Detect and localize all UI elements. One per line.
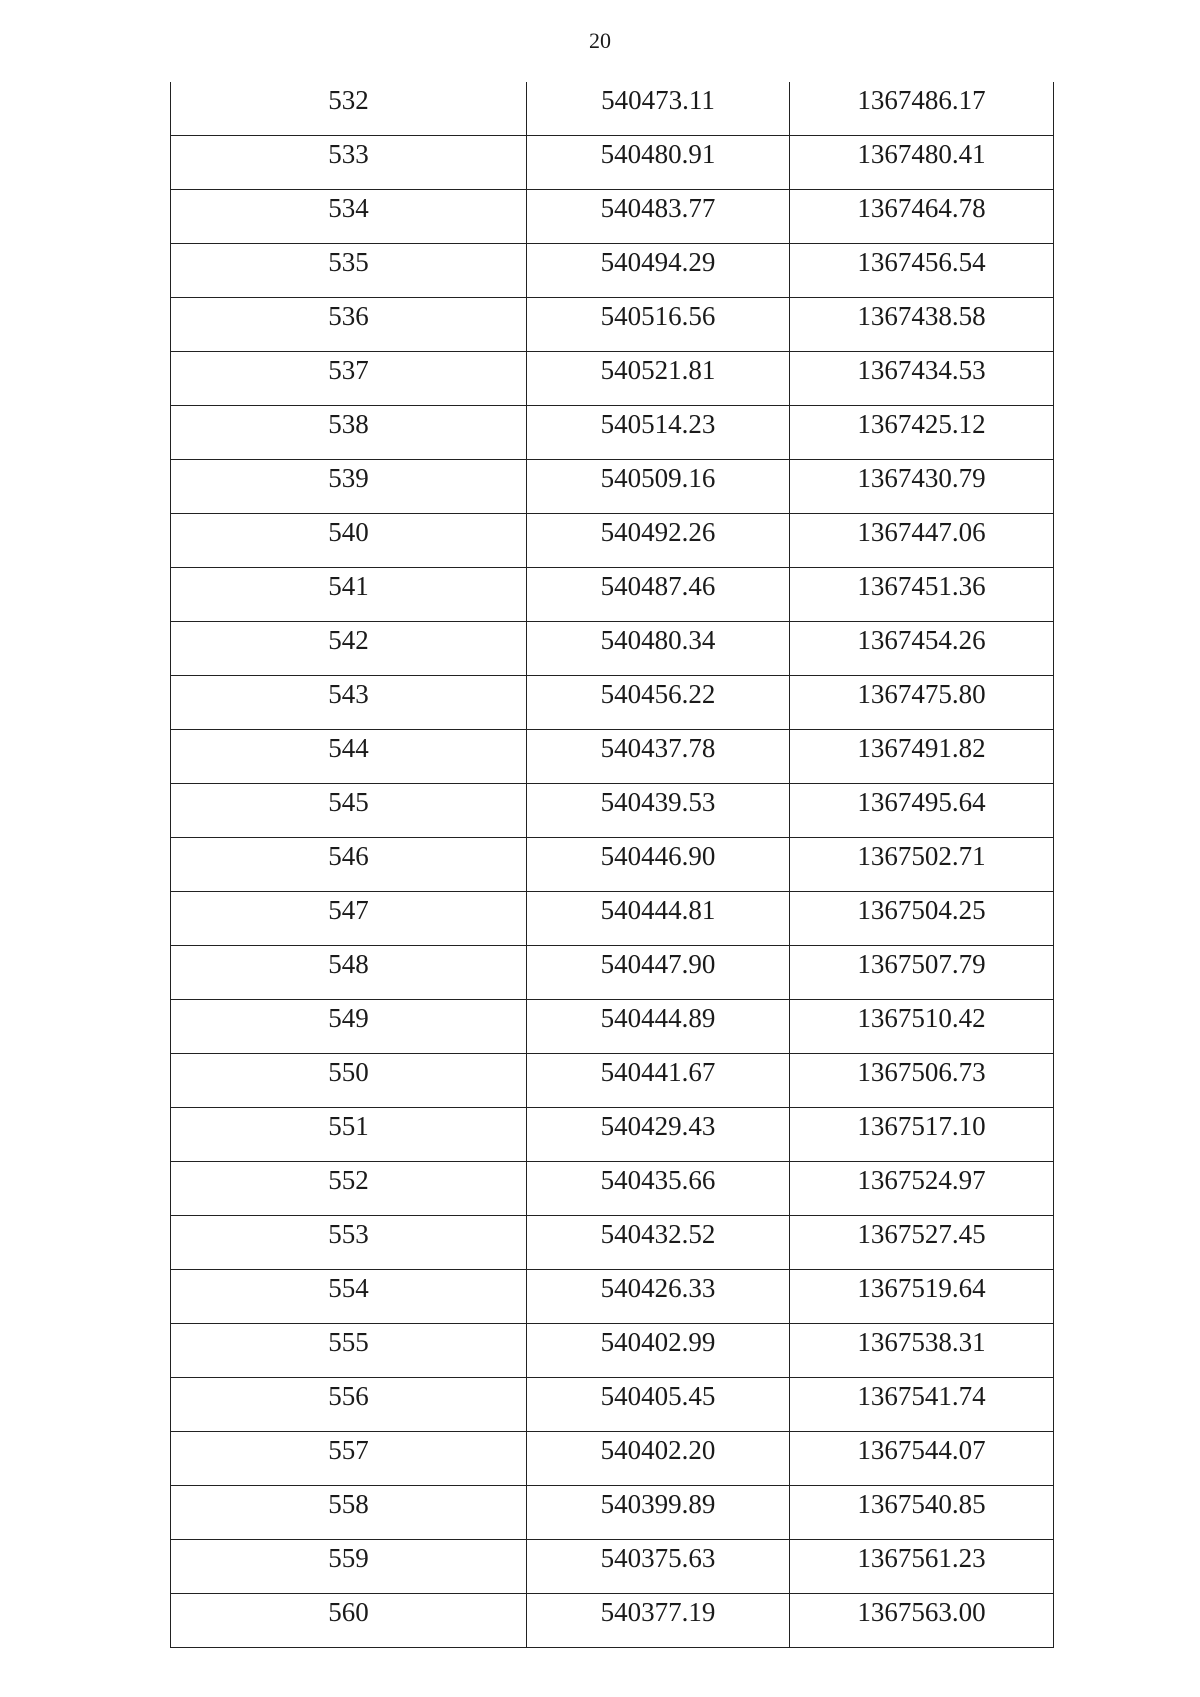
point-number-cell-text: 560 — [328, 1597, 369, 1627]
table-row — [171, 730, 1054, 784]
point-number-cell-text: 541 — [328, 571, 369, 601]
y-coordinate-cell-text: 1367510.42 — [857, 1003, 986, 1033]
point-number-cell-text: 558 — [328, 1489, 369, 1519]
x-coordinate-cell — [527, 1486, 790, 1540]
point-number-cell-text: 548 — [328, 949, 369, 979]
table-row — [171, 676, 1054, 730]
y-coordinate-cell — [790, 460, 1054, 514]
y-coordinate-cell — [790, 1594, 1054, 1648]
y-coordinate-cell-text: 1367447.06 — [857, 517, 986, 547]
x-coordinate-cell-text: 540402.99 — [600, 1327, 716, 1357]
table-row — [171, 514, 1054, 568]
y-coordinate-cell — [790, 1000, 1054, 1054]
point-number-cell-text: 534 — [328, 193, 369, 223]
y-coordinate-cell-text: 1367430.79 — [857, 463, 986, 493]
point-number-cell-text: 537 — [328, 355, 369, 385]
y-coordinate-cell — [790, 946, 1054, 1000]
table-row — [171, 1378, 1054, 1432]
point-number-cell-text: 552 — [328, 1165, 369, 1195]
y-coordinate-cell — [790, 82, 1054, 136]
point-number-cell — [171, 190, 527, 244]
y-coordinate-cell-text: 1367495.64 — [857, 787, 986, 817]
x-coordinate-cell — [527, 406, 790, 460]
table-row — [171, 1162, 1054, 1216]
x-coordinate-cell-text: 540480.91 — [600, 139, 716, 169]
point-number-cell — [171, 784, 527, 838]
point-number-cell — [171, 82, 527, 136]
x-coordinate-cell — [527, 244, 790, 298]
point-number-cell — [171, 1270, 527, 1324]
x-coordinate-cell — [527, 622, 790, 676]
point-number-cell — [171, 1324, 527, 1378]
x-coordinate-cell — [527, 676, 790, 730]
point-number-cell — [171, 298, 527, 352]
x-coordinate-cell-text: 540480.34 — [600, 625, 716, 655]
point-number-cell-text: 546 — [328, 841, 369, 871]
point-number-cell — [171, 946, 527, 1000]
y-coordinate-cell — [790, 676, 1054, 730]
point-number-cell-text: 539 — [328, 463, 369, 493]
table-row — [171, 1486, 1054, 1540]
y-coordinate-cell-text: 1367538.31 — [857, 1327, 986, 1357]
y-coordinate-cell — [790, 1108, 1054, 1162]
x-coordinate-cell — [527, 1162, 790, 1216]
x-coordinate-cell-text: 540439.53 — [600, 787, 716, 817]
x-coordinate-cell-text: 540473.11 — [601, 85, 715, 115]
y-coordinate-cell-text: 1367544.07 — [857, 1435, 986, 1465]
point-number-cell — [171, 892, 527, 946]
x-coordinate-cell — [527, 460, 790, 514]
table-row — [171, 622, 1054, 676]
y-coordinate-cell-text: 1367486.17 — [857, 85, 986, 115]
y-coordinate-cell — [790, 352, 1054, 406]
point-number-cell — [171, 244, 527, 298]
table-row — [171, 352, 1054, 406]
table-row — [171, 1270, 1054, 1324]
point-number-cell-text: 555 — [328, 1327, 369, 1357]
point-number-cell-text: 543 — [328, 679, 369, 709]
y-coordinate-cell — [790, 514, 1054, 568]
x-coordinate-cell — [527, 514, 790, 568]
table-row — [171, 946, 1054, 1000]
point-number-cell-text: 544 — [328, 733, 369, 763]
y-coordinate-cell-text: 1367506.73 — [857, 1057, 986, 1087]
table-row — [171, 190, 1054, 244]
table-row — [171, 568, 1054, 622]
point-number-cell — [171, 568, 527, 622]
coordinates-table — [170, 82, 1054, 1648]
point-number-cell-text: 559 — [328, 1543, 369, 1573]
x-coordinate-cell — [527, 1594, 790, 1648]
point-number-cell — [171, 406, 527, 460]
y-coordinate-cell-text: 1367480.41 — [857, 139, 986, 169]
x-coordinate-cell-text: 540429.43 — [600, 1111, 716, 1141]
point-number-cell-text: 536 — [328, 301, 369, 331]
point-number-cell-text: 550 — [328, 1057, 369, 1087]
table-row — [171, 82, 1054, 136]
point-number-cell — [171, 1486, 527, 1540]
x-coordinate-cell-text: 540516.56 — [600, 301, 716, 331]
x-coordinate-cell — [527, 352, 790, 406]
x-coordinate-cell-text: 540437.78 — [600, 733, 716, 763]
x-coordinate-cell — [527, 82, 790, 136]
x-coordinate-cell-text: 540377.19 — [600, 1597, 716, 1627]
table-row — [171, 406, 1054, 460]
x-coordinate-cell — [527, 1432, 790, 1486]
table-row — [171, 1594, 1054, 1648]
x-coordinate-cell-text: 540446.90 — [600, 841, 716, 871]
x-coordinate-cell-text: 540483.77 — [600, 193, 716, 223]
y-coordinate-cell — [790, 892, 1054, 946]
point-number-cell — [171, 622, 527, 676]
point-number-cell-text: 549 — [328, 1003, 369, 1033]
y-coordinate-cell — [790, 838, 1054, 892]
x-coordinate-cell-text: 540447.90 — [600, 949, 716, 979]
x-coordinate-cell-text: 540399.89 — [600, 1489, 716, 1519]
y-coordinate-cell — [790, 622, 1054, 676]
point-number-cell — [171, 1216, 527, 1270]
x-coordinate-cell — [527, 838, 790, 892]
point-number-cell — [171, 514, 527, 568]
x-coordinate-cell-text: 540426.33 — [600, 1273, 716, 1303]
x-coordinate-cell — [527, 946, 790, 1000]
y-coordinate-cell — [790, 1378, 1054, 1432]
x-coordinate-cell — [527, 1108, 790, 1162]
point-number-cell — [171, 1162, 527, 1216]
point-number-cell-text: 554 — [328, 1273, 369, 1303]
table-row — [171, 1432, 1054, 1486]
x-coordinate-cell — [527, 1270, 790, 1324]
table-row — [171, 784, 1054, 838]
point-number-cell — [171, 1432, 527, 1486]
y-coordinate-cell — [790, 136, 1054, 190]
point-number-cell-text: 540 — [328, 517, 369, 547]
x-coordinate-cell-text: 540405.45 — [600, 1381, 716, 1411]
x-coordinate-cell — [527, 568, 790, 622]
y-coordinate-cell — [790, 1540, 1054, 1594]
y-coordinate-cell-text: 1367502.71 — [857, 841, 986, 871]
page-number: 20 — [589, 28, 611, 53]
y-coordinate-cell — [790, 244, 1054, 298]
x-coordinate-cell — [527, 136, 790, 190]
y-coordinate-cell-text: 1367561.23 — [857, 1543, 986, 1573]
y-coordinate-cell-text: 1367464.78 — [857, 193, 986, 223]
x-coordinate-cell — [527, 1378, 790, 1432]
x-coordinate-cell-text: 540492.26 — [600, 517, 716, 547]
y-coordinate-cell-text: 1367425.12 — [857, 409, 986, 439]
point-number-cell — [171, 730, 527, 784]
y-coordinate-cell-text: 1367563.00 — [857, 1597, 986, 1627]
x-coordinate-cell — [527, 784, 790, 838]
coordinates-table-body — [171, 82, 1054, 1648]
y-coordinate-cell-text: 1367540.85 — [857, 1489, 986, 1519]
table-row — [171, 1324, 1054, 1378]
y-coordinate-cell — [790, 730, 1054, 784]
point-number-cell-text: 545 — [328, 787, 369, 817]
table-row — [171, 1216, 1054, 1270]
point-number-cell-text: 547 — [328, 895, 369, 925]
y-coordinate-cell — [790, 1054, 1054, 1108]
y-coordinate-cell-text: 1367454.26 — [857, 625, 986, 655]
x-coordinate-cell — [527, 298, 790, 352]
y-coordinate-cell-text: 1367527.45 — [857, 1219, 986, 1249]
table-row — [171, 1054, 1054, 1108]
point-number-cell-text: 551 — [328, 1111, 369, 1141]
x-coordinate-cell — [527, 1324, 790, 1378]
point-number-cell-text: 535 — [328, 247, 369, 277]
y-coordinate-cell-text: 1367451.36 — [857, 571, 986, 601]
point-number-cell — [171, 1108, 527, 1162]
x-coordinate-cell — [527, 1000, 790, 1054]
x-coordinate-cell-text: 540494.29 — [600, 247, 716, 277]
point-number-cell-text: 557 — [328, 1435, 369, 1465]
x-coordinate-cell-text: 540444.89 — [600, 1003, 716, 1033]
y-coordinate-cell-text: 1367507.79 — [857, 949, 986, 979]
point-number-cell-text: 538 — [328, 409, 369, 439]
point-number-cell-text: 533 — [328, 139, 369, 169]
y-coordinate-cell-text: 1367456.54 — [857, 247, 986, 277]
x-coordinate-cell — [527, 730, 790, 784]
y-coordinate-cell — [790, 298, 1054, 352]
y-coordinate-cell — [790, 784, 1054, 838]
y-coordinate-cell — [790, 1432, 1054, 1486]
y-coordinate-cell-text: 1367434.53 — [857, 355, 986, 385]
table-row — [171, 838, 1054, 892]
point-number-cell-text: 553 — [328, 1219, 369, 1249]
x-coordinate-cell-text: 540509.16 — [600, 463, 716, 493]
y-coordinate-cell-text: 1367519.64 — [857, 1273, 986, 1303]
x-coordinate-cell-text: 540375.63 — [600, 1543, 716, 1573]
y-coordinate-cell — [790, 1270, 1054, 1324]
point-number-cell — [171, 352, 527, 406]
point-number-cell — [171, 1594, 527, 1648]
x-coordinate-cell-text: 540514.23 — [600, 409, 716, 439]
point-number-cell — [171, 1054, 527, 1108]
point-number-cell-text: 542 — [328, 625, 369, 655]
point-number-cell — [171, 136, 527, 190]
y-coordinate-cell — [790, 406, 1054, 460]
table-row — [171, 136, 1054, 190]
y-coordinate-cell — [790, 1486, 1054, 1540]
x-coordinate-cell-text: 540444.81 — [600, 895, 716, 925]
x-coordinate-cell — [527, 190, 790, 244]
table-row — [171, 298, 1054, 352]
x-coordinate-cell-text: 540402.20 — [600, 1435, 716, 1465]
x-coordinate-cell-text: 540441.67 — [600, 1057, 716, 1087]
x-coordinate-cell-text: 540487.46 — [600, 571, 716, 601]
table-row — [171, 1108, 1054, 1162]
y-coordinate-cell — [790, 1216, 1054, 1270]
y-coordinate-cell-text: 1367504.25 — [857, 895, 986, 925]
table-row — [171, 244, 1054, 298]
point-number-cell-text: 532 — [328, 85, 369, 115]
y-coordinate-cell-text: 1367438.58 — [857, 301, 986, 331]
y-coordinate-cell-text: 1367517.10 — [857, 1111, 986, 1141]
x-coordinate-cell — [527, 1216, 790, 1270]
point-number-cell — [171, 676, 527, 730]
y-coordinate-cell-text: 1367491.82 — [857, 733, 986, 763]
point-number-cell — [171, 1540, 527, 1594]
y-coordinate-cell-text: 1367541.74 — [857, 1381, 986, 1411]
x-coordinate-cell-text: 540432.52 — [600, 1219, 716, 1249]
x-coordinate-cell-text: 540456.22 — [600, 679, 716, 709]
y-coordinate-cell — [790, 1162, 1054, 1216]
table-row — [171, 1000, 1054, 1054]
point-number-cell-text: 556 — [328, 1381, 369, 1411]
x-coordinate-cell — [527, 892, 790, 946]
point-number-cell — [171, 1378, 527, 1432]
point-number-cell — [171, 1000, 527, 1054]
table-row — [171, 892, 1054, 946]
x-coordinate-cell-text: 540521.81 — [600, 355, 716, 385]
y-coordinate-cell — [790, 190, 1054, 244]
y-coordinate-cell-text: 1367524.97 — [857, 1165, 986, 1195]
y-coordinate-cell — [790, 568, 1054, 622]
point-number-cell — [171, 460, 527, 514]
point-number-cell — [171, 838, 527, 892]
y-coordinate-cell-text: 1367475.80 — [857, 679, 986, 709]
x-coordinate-cell — [527, 1540, 790, 1594]
x-coordinate-cell-text: 540435.66 — [600, 1165, 716, 1195]
table-row — [171, 1540, 1054, 1594]
y-coordinate-cell — [790, 1324, 1054, 1378]
table-row — [171, 460, 1054, 514]
x-coordinate-cell — [527, 1054, 790, 1108]
